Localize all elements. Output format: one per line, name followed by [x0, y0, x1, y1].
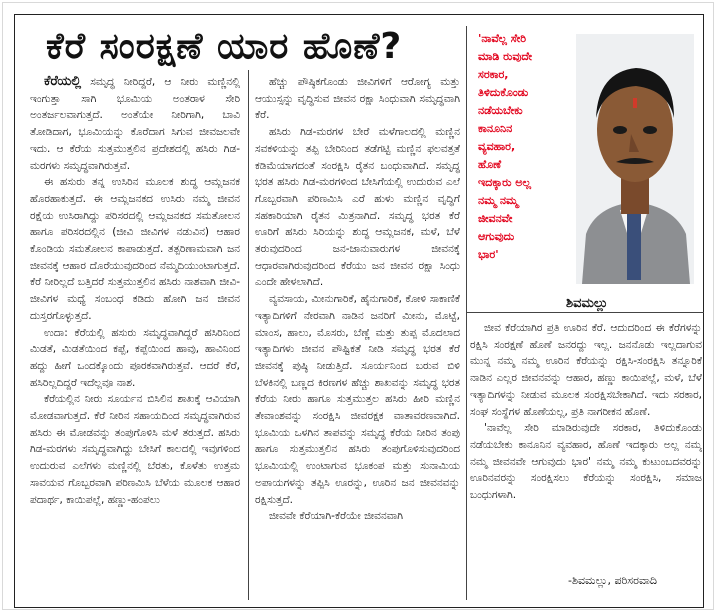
paragraph-text: ಸಮೃದ್ಧ ನೀರಿದ್ದರೆ, ಆ ನೀರು ಮಣ್ಣಿನಲ್ಲಿ ಇಂಗುತ್ತಾ ಸಾಗಿ ಭೂಮಿಯ ಅಂತರಾಳ ಸೇರಿ ಅಂತರ್ಜಲವಾಗುತ್ತದೆ. ಅಂತೆಯೇ ನೀರಿಗಾಗಿ, ಬಾವಿ ತೋಡಿದಾಗ, ಭೂಮಿಯನ್ನು ಕೊರೆದಾಗ ಸಿಗುವ ಜೀವಜಲವೇ ಇದು. ಆ ಕೆರೆಯ ಸುತ್ತಮುತ್ತಲಿನ ಪ್ರದೇಶದಲ್ಲಿ ಹಸಿರು ಗಿಡ-ಮರಗಳು ಸಮೃದ್ಧವಾಗಿರುತ್ತವೆ. — [30, 76, 240, 172]
quote-line: ವ್ಯವಹಾರ, — [478, 140, 516, 153]
quote-line: ಜೀವನವೇ — [478, 212, 513, 225]
paragraph: 'ನಾವೆಲ್ಲ ಸೇರಿ ಮಾಡಿರುವುದೇ ಸರಕಾರ, ತಿಳಿದುಕೊಂಡು ನಡೆಯಬೇಕು ಕಾನೂನಿನ ವ್ಯವಹಾರ, ಹೊಣೆ ಇದಕ್ಕಾರು ಅಲ್ಲ ನಮ್ಮ ನಮ್ಮ ಜೀವನವೇ ಆಗುವುದು ಭಾರ' ನಮ್ಮ ನಮ್ಮ ಕುಟುಂಬದವರನ್ನು ಊರಿನವರನ್ನು ಸಂರಕ್ಷಿಸಲು ಕೆರೆಯನ್ನು ಸಂರಕ್ಷಿಸಿ, ಸಮಾಜ ಬಂಧುಗಳಾಗಿ. — [470, 422, 702, 502]
column-rule-1 — [248, 70, 249, 600]
quote-line: ಕಾನೂನಿನ — [478, 122, 513, 135]
author-photo — [576, 34, 694, 284]
lead-word: ಕೆರೆಯಲ್ಲಿ — [44, 74, 82, 89]
author-portrait-image — [576, 34, 694, 284]
quote-line: ಹೊಣೆ — [478, 158, 502, 171]
paragraph: ಉದಾ: ಕೆರೆಯಲ್ಲಿ ಹಸುರು ಸಮೃದ್ಧವಾಗಿದ್ದರೆ ಹಸಿರಿನಿಂದ ಮಿಡತೆ, ಮಿಡತೆಯಿಂದ ಕಪ್ಪೆ, ಕಪ್ಪೆಯಿಂದ ಹಾವು, ಹಾವಿನಿಂದ ಹದ್ದು ಹೀಗೆ ಒಂದಕ್ಕೊಂದು ಪೂರಕವಾಗಿರುತ್ತವೆ. ಆದರೆ ಕೆರೆ, ಹಸಿರಿಲ್ಲದಿದ್ದರೆ ಇದೆಲ್ಲವೂ ನಾಶ. — [30, 326, 240, 389]
quote-line: ಭಾರ' — [478, 248, 499, 261]
author-signature: -ಶಿವಮಲ್ಲು, ಪರಿಸರವಾದಿ — [568, 574, 658, 587]
quote-line: 'ನಾವೆಲ್ಲ ಸೇರಿ — [478, 32, 527, 45]
paragraph: ಜೀವವೇ ಕೆರೆಯಾಗಿ-ಕೆರೆಯೇ ಜೀವನವಾಗಿ — [269, 510, 403, 523]
paragraph: ವ್ಯವಸಾಯ, ಮೀನುಗಾರಿಕೆ, ಹೈನುಗಾರಿಕೆ, ಕೋಳಿ ಸಾಕಾಣಿಕೆ ಇತ್ಯಾದಿಗಳಿಗೆ ನೇರವಾಗಿ ನಾಡಿನ ಜನರಿಗೆ ಮೀನು, ಮೊಟ್ಟೆ, ಮಾಂಸ, ಹಾಲು, ಮೊಸರು, ಬೆಣ್ಣೆ ಮತ್ತು ತುಪ್ಪ ಮೊದಲಾದ ಇತ್ಯಾದಿಗಳು ಜೀವನ ಪೌಷ್ಟಿಕತೆ ನೀಡಿ ಸಮೃದ್ಧ ಭರತ ಕೆರೆ ಜೀವನಕ್ಕೆ ಪುಷ್ಠಿ ನೀಡುತ್ತಿದೆ. ಸೂರ್ಯನಿಂದ ಬರುವ ಬಿಳಿ ಬೆಳಕಿನಲ್ಲಿ ಬಣ್ಣದ ಕಿರಣಗಳ ಹೆಚ್ಚು ಶಾಖವನ್ನು ಸಮೃದ್ಧ ಭರತ ಕೆರೆಯ ನೀರು ಹಾಗೂ ಸುತ್ತಮುತ್ತಲ ಹಸಿರು ಹೀರಿ ಮಣ್ಣಿನ ತೇವಾಂಶವನ್ನು ಸಂರಕ್ಷಿಸಿ ಜೀವರಕ್ಷಕ ವಾತಾವರಣವಾಗಿದೆ. ಭೂಮಿಯ ಒಳಗಿನ ತಾಪವನ್ನು ಸಮೃದ್ಧ ಕೆರೆಯ ನೀರಿನ ತಂಪು ಹಾಗೂ ಸುತ್ತಮುತ್ತಲಿನ ಹಸಿರು ತಂಪುಗೊಳಿಸುವುದರಿಂದ ಭೂಮಿಯಲ್ಲಿ ಉಂಟಾಗುವ ಭೂಕಂಪ ಮತ್ತು ಸುನಾಮಿಯ ಅಪಾಯಗಳನ್ನು ತಪ್ಪಿಸಿ ಊರನ್ನು, ಊರಿನ ಜನ ಜೀವನವನ್ನು ರಕ್ಷಿಸುತ್ತದೆ. — [255, 293, 460, 506]
paragraph: ಹೆಚ್ಚು ಪೌಷ್ಠಿಕಗೊಂಡು ಜೀವಿಗಳಿಗೆ ಆರೋಗ್ಯ ಮತ್ತು ಆಯುಸ್ಸನ್ನು ವೃದ್ಧಿಸುವ ಜೀವನ ರಕ್ಷಾ ಸಿಂಧುವಾಗಿ ಸಮೃದ್ಧವಾಗಿ ಕೆರೆ. — [255, 76, 460, 122]
quote-line: ನಮ್ಮ ನಮ್ಮ — [478, 194, 518, 207]
article-column-2 — [255, 74, 460, 604]
author-byline: ಶಿವಮಲ್ಲು — [566, 296, 608, 311]
quote-line: ಮಾಡಿ ರುವುದೇ — [478, 50, 533, 63]
paragraph: ಜೀವ ಕೆರೆಯಾಗಿರ ಪ್ರತಿ ಊರಿನ ಕೆರೆ. ಆದುದರಿಂದ ಈ ಕೆರೆಗಳನ್ನು ರಕ್ಷಿಸಿ ಸಂರಕ್ಷಣೆ ಹೊಣೆ ಜನರದ್ದು ಇಲ್ಲ. ಜನನೊಡು ಇಲ್ಲದಾಗುವ ಮುನ್ನ ನಮ್ಮ ನಮ್ಮ ಊರಿನ ಕೆರೆಯನ್ನು ರಕ್ಷಿಸಿ-ಸಂರಕ್ಷಿಸಿ ತನ್ನೂರಿಕೆ ನಾಡಿನ ಎಲ್ಲರ ಜೀವನವನ್ನು ಆಹಾರ, ಹಣ್ಣು ಕಾಯಿಪಲ್ಲೆ, ಮಳೆ, ಬೆಳೆ ಇತ್ಯಾದಿಗಳನ್ನು ನೀಡುವ ಮೂಲಕ ಸಂರಕ್ಷಿಸಬೇಕಾಗಿದೆ. ಇದು ಸರಕಾರ, ಸಂಘ ಸಂಸ್ಥೆಗಳ ಹೊಣೆಯಲ್ಲ, ಪ್ರತಿ ನಾಗರೀಕನ ಹೊಣೆ. — [470, 322, 702, 418]
column-rule-2 — [466, 26, 467, 600]
article-column-1 — [30, 74, 240, 604]
quote-line: ನಡೆಯಬೇಕು — [478, 104, 523, 117]
paragraph — [30, 74, 240, 174]
paragraph: ಕೆರೆಯಲ್ಲಿನ ನೀರು ಸೂರ್ಯನ ಬಿಸಿಲಿನ ಶಾಖಕ್ಕೆ ಆವಿಯಾಗಿ ಮೋಡವಾಗುತ್ತದೆ. ಕೆರೆ ನೀರಿನ ಸಹಾಯದಿಂದ ಸಮೃದ್ಧವಾಗಿರುವ ಹಸಿರು ಈ ಮೋಡವನ್ನು ತಂಪುಗೊಳಿಸಿ ಮಳೆ ತರುತ್ತದೆ. ಹಸಿರು ಗಿಡ-ಮರಗಳು ಸಮೃದ್ಧವಾಗಿದ್ದು ಬೇಸಿಗೆ ಕಾಲದಲ್ಲಿ ಇವುಗಳಿಂದ ಉದುರುವ ಎಲೆಗಳು ಮಣ್ಣಿನಲ್ಲಿ ಬೆರತು, ಕೊಳೆತು ಉತ್ತಮ ಸಾವಯವ ಗೊಬ್ಬರವಾಗಿ ಪರಿಣಮಿಸಿ ಬೆಳೆಯ ಮೂಲಕ ಆಹಾರ ಪದಾರ್ಥ, ಕಾಯಿಪಲ್ಲೆ, ಹಣ್ಣು-ಹಂಪಲು — [30, 393, 240, 506]
article-headline: ಕೆರೆ ಸಂರಕ್ಷಣೆ ಯಾರ ಹೊಣೆ? — [46, 26, 403, 67]
quote-line: ತಿಳಿದುಕೊಂಡು — [478, 86, 529, 99]
quote-line: ಆಗುವುದು — [478, 230, 515, 243]
byline-rule — [466, 312, 704, 313]
article-column-3 — [470, 320, 702, 610]
paragraph: ಈ ಹಸುರು ತನ್ನ ಉಸಿರಿನ ಮೂಲಕ ಶುದ್ಧ ಆಮ್ಲಜನಕ ಹೊರಹಾಕುತ್ತದೆ. ಈ ಆಮ್ಲಜನಕದ ಉಸಿರು ನಮ್ಮ ಜೀವನ ರಕ್ಷೆಯ ಉಸಿರಾಗಿದ್ದು ಪರಿಸರದಲ್ಲಿ ಆಮ್ಲಜನಕದ ಸಮತೋಲನ ಹಾಗೂ ಪರಿಸರದಲ್ಲಿನ (ಜೀವಿ ಜೀವಿಗಳ ನಡುವಿನ) ಆಹಾರ ಕೊಂಡಿಯ ಸಮತೋಲನ ಕಾಪಾಡುತ್ತದೆ. ತತ್ಪರಿಣಾಮವಾಗಿ ಜನ ಜೀವನಕ್ಕೆ ಆಹಾರ ದೊರೆಯುವುದರಿಂದ ನೆಮ್ಮದಿಯುಂಟಾಗುತ್ತದೆ. ಕೆರೆ ನೀರಿಲ್ಲದೆ ಬತ್ತಿದರೆ ಸುತ್ತಮುತ್ತಲಿನ ಹಸಿರು ನಾಶವಾಗಿ ಜೀವಿ-ಜೀವಿಗಳ ಮಧ್ಯೆ ಸಂಬಂಧ ಕಡಿದು ಹೋಗಿ ಜನ ಜೀವನ ದುಸ್ತರಗೊಳ್ಳುತ್ತದೆ. — [30, 176, 240, 322]
quote-line: ಸರಕಾರ, — [478, 68, 509, 81]
paragraph: ಹಸಿರು ಗಿಡ-ಮರಗಳ ಬೇರೆ ಮಳೆಗಾಲದಲ್ಲಿ ಮಣ್ಣಿನ ಸವಕಳಿಯನ್ನು ತಪ್ಪಿ ಬೇರಿನಿಂದ ತಡೆಗಟ್ಟಿ ಮಣ್ಣಿನ ಫಲವತ್ತತೆ ಕಡಿಮೆಯಾಗದಂತೆ ಸಂರಕ್ಷಿಸಿ ರೈತನ ಬಂಧುವಾಗಿದೆ. ಸಮೃದ್ಧ ಭರತ ಹಸಿರು ಗಿಡ-ಮರಗಳಿಂದ ಬೇಸಿಗೆಯಲ್ಲಿ ಉದುರುವ ಎಲೆ ಗೊಬ್ಬರವಾಗಿ ಪರಿಣಮಿಸಿ ಎರೆ ಹುಳು ಮಣ್ಣಿನ ವೃದ್ಧಿಗೆ ಸಹಕಾರಿಯಾಗಿ ರೈತನ ಮಿತ್ರನಾಗಿದೆ. ಸಮೃದ್ಧ ಭರತ ಕೆರೆ ಊರಿಗೆ ಹಸಿರು ಸಿರಿಯನ್ನು ಶುದ್ಧ ಆಮ್ಲಜನಕ, ಮಳೆ, ಬೆಳೆ ತರುವುದರಿಂದ ಜನ-ಜಾನುವಾರುಗಳ ಜೀವನಕ್ಕೆ ಆಧಾರವಾಗಿರುವುದರಿಂದ ಕೆರೆಯು ಜನ ಜೀವನ ರಕ್ಷಾ ಸಿಂಧು ಎಂದೇ ಹೇಳಲಾಗಿದೆ. — [255, 126, 460, 289]
quote-line: ಇದಕ್ಕಾರು ಅಲ್ಲ — [478, 176, 531, 189]
